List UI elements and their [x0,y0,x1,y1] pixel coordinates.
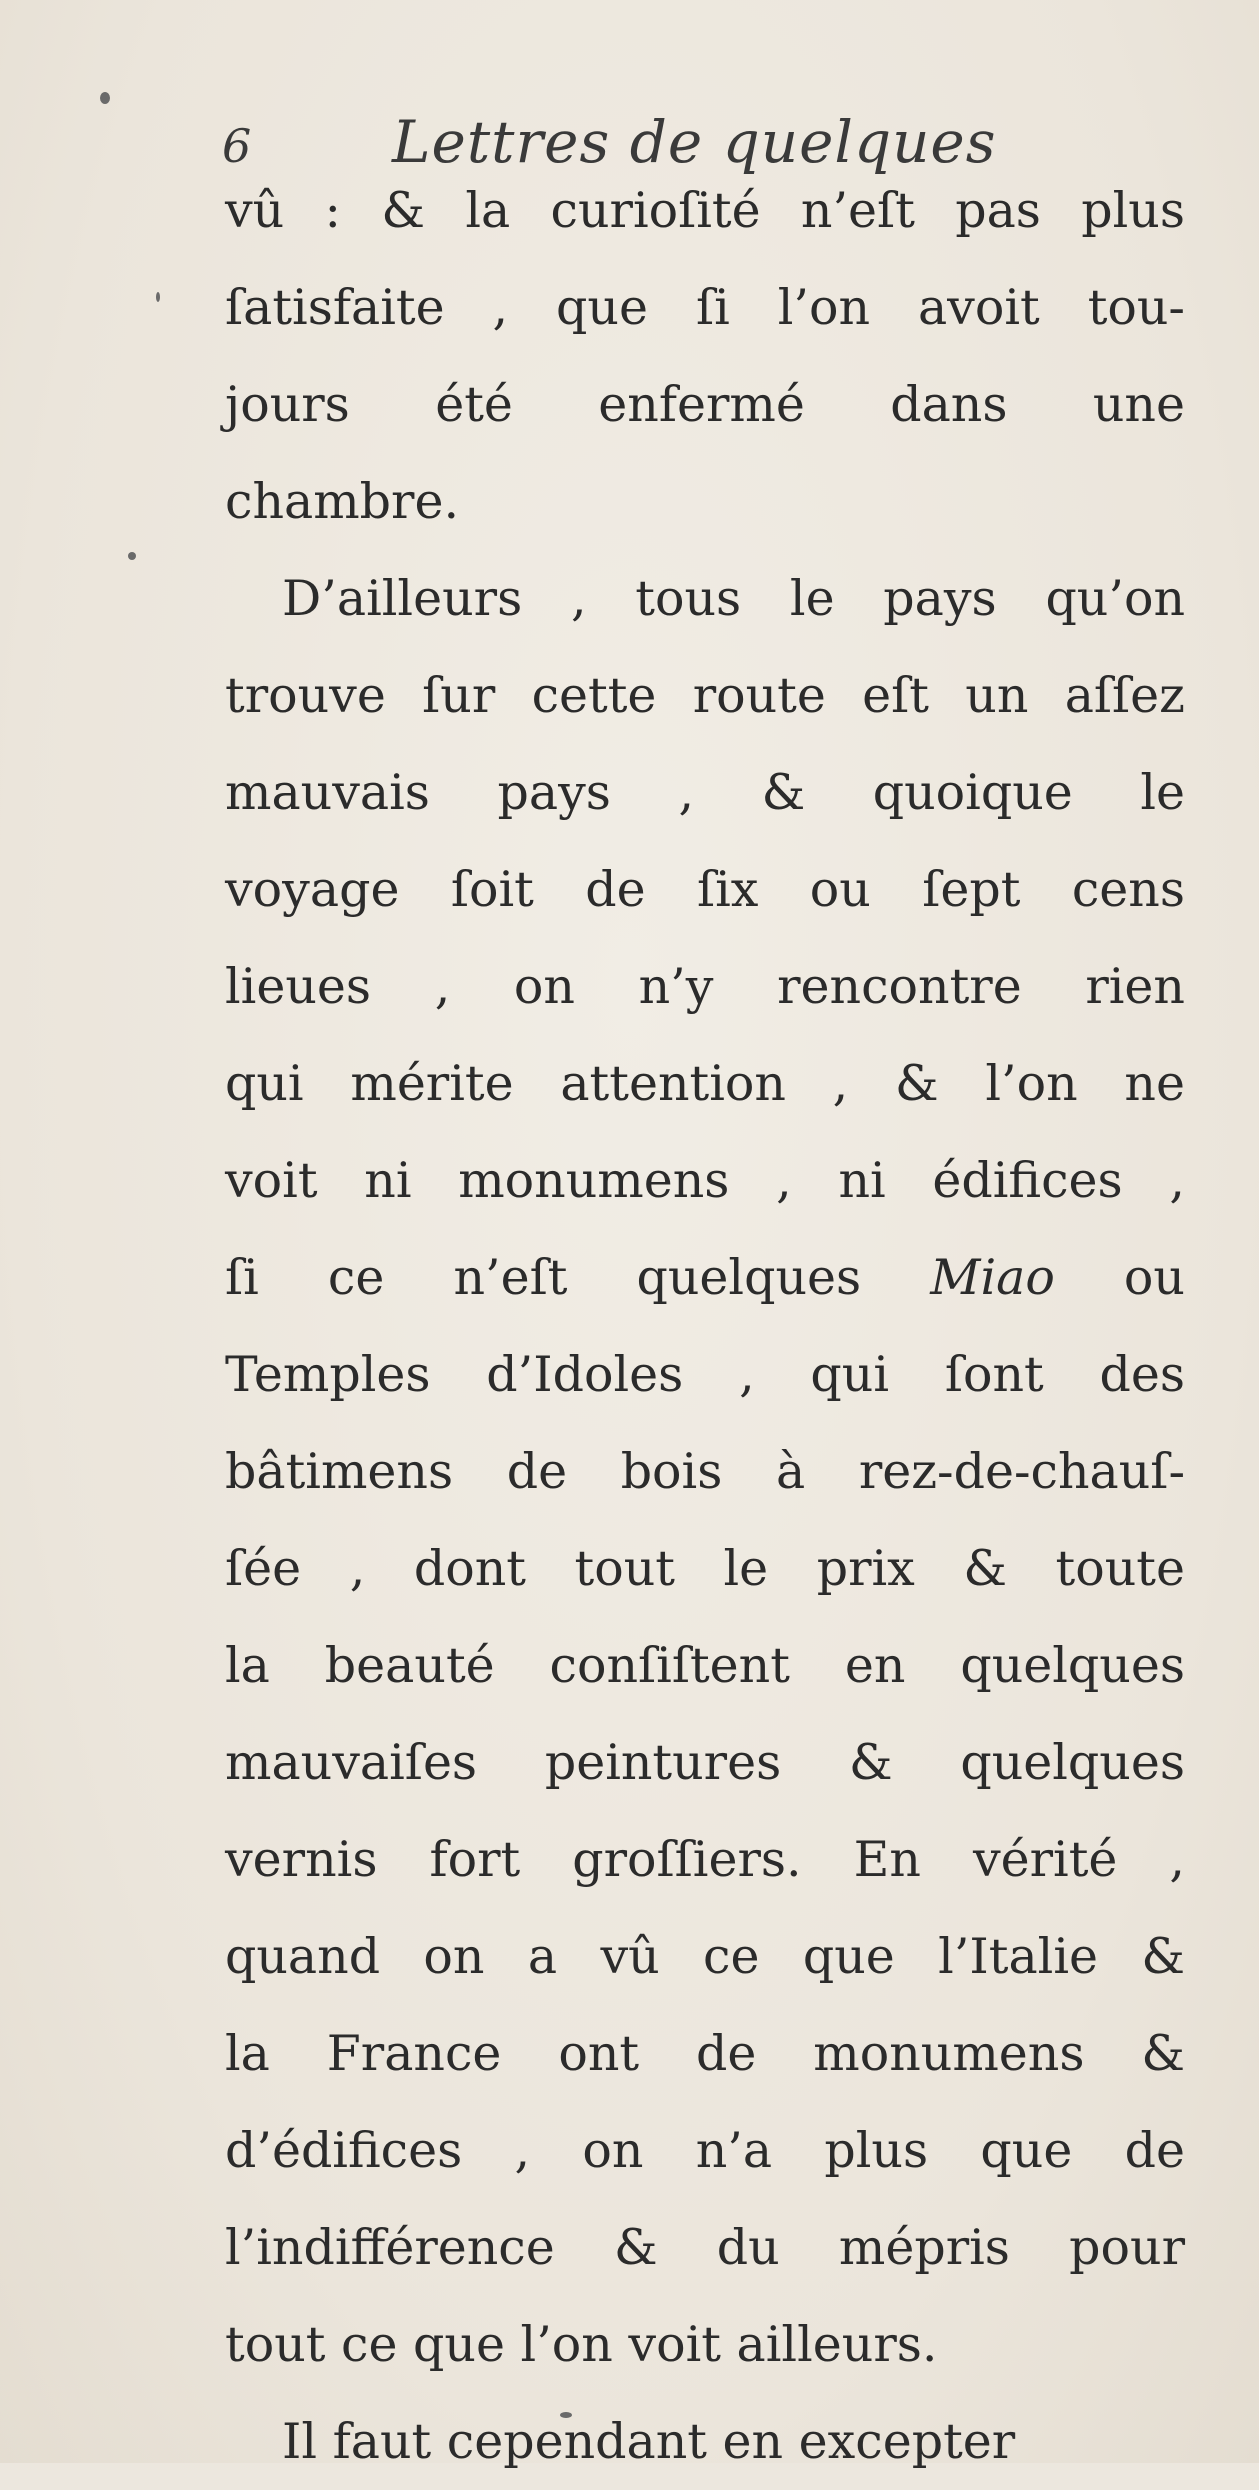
text-line: ſatisfaite , que ſi l’on avoit tou- [225,279,1185,336]
page-number: 6 [222,119,252,173]
paragraph-start-line: D’ailleurs , tous le pays qu’on [282,570,1185,627]
text-line: la beauté conſiſtent en quelques [225,1637,1185,1694]
text-line: vû : & la curioſité n’eſt pas plus [225,182,1185,239]
text-line: qui mérite attention , & l’on ne [225,1055,1185,1112]
text-line: d’édifices , on n’a plus que de [225,2122,1185,2179]
text-line: lieues , on n’y rencontre rien [225,958,1185,1015]
text-line: vernis fort groſſiers. En vérité , [225,1831,1185,1888]
text-segment: ou [1054,1249,1185,1306]
running-title: Lettres de quelques [392,108,997,176]
text-segment: ſi ce n’eſt quelques [225,1249,931,1306]
paper-speck [128,552,136,560]
text-line: ſée , dont tout le prix & toute [225,1540,1185,1597]
text-line: Temples d’Idoles , qui ſont des [225,1346,1185,1403]
paper-speck [100,92,110,104]
body-text [225,162,1185,2490]
text-line: mauvaiſes peintures & quelques [225,1734,1185,1791]
text-line: quand on a vû ce que l’Italie & [225,1928,1185,1985]
paper-speck [156,292,160,302]
text-line: jours été enfermé dans une [225,376,1185,433]
paragraph-start-line: Il faut cependant en excepter [282,2413,1016,2470]
text-line: mauvais pays , & quoique le [225,764,1185,821]
text-line: trouve ſur cette route eſt un aſſez [225,667,1185,724]
text-line: l’indifférence & du mépris pour [225,2219,1185,2276]
text-line: la France ont de monumens & [225,2025,1185,2082]
text-line-with-italic [225,1229,1185,1326]
text-line: tout ce que l’on voit ailleurs. [225,2316,938,2373]
text-line: voyage ſoit de ſix ou ſept cens [225,861,1185,918]
text-line: chambre. [225,473,460,530]
text-line: bâtimens de bois à rez-de-chauſ- [225,1443,1185,1500]
italic-word: Miao [930,1249,1055,1306]
text-line: voit ni monumens , ni édifices , [225,1152,1185,1209]
